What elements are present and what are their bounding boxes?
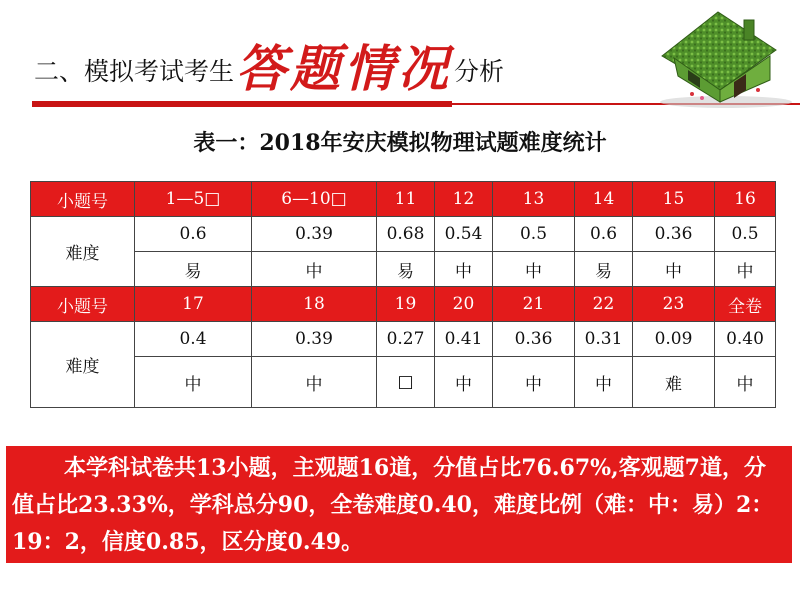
title-suffix: 分析 <box>454 57 505 86</box>
difficulty-level: 中 <box>493 252 575 287</box>
question-number: 13 <box>493 182 575 217</box>
question-number: 20 <box>435 287 493 322</box>
summary-box <box>6 446 792 563</box>
difficulty-level-row-2 <box>31 357 776 408</box>
table-header-row-1 <box>31 182 776 217</box>
difficulty-level: 中 <box>435 357 493 408</box>
difficulty-value: 0.6 <box>135 217 252 252</box>
difficulty-level: 中 <box>252 252 377 287</box>
question-number: 21 <box>493 287 575 322</box>
question-number: 17 <box>135 287 252 322</box>
difficulty-table <box>30 181 776 408</box>
difficulty-level: 中 <box>435 252 493 287</box>
difficulty-level: 难 <box>633 357 715 408</box>
difficulty-level: 中 <box>575 357 633 408</box>
difficulty-level: 中 <box>633 252 715 287</box>
title-underline-thick <box>32 101 452 107</box>
difficulty-value: 0.4 <box>135 322 252 357</box>
title-highlight: 答题情况 <box>236 39 453 98</box>
difficulty-level: 中 <box>715 252 776 287</box>
question-number: 18 <box>252 287 377 322</box>
difficulty-value: 0.41 <box>435 322 493 357</box>
difficulty-value: 0.39 <box>252 322 377 357</box>
table-header-row-2 <box>31 287 776 322</box>
difficulty-value-row-2 <box>31 322 776 357</box>
difficulty-value: 0.27 <box>377 322 435 357</box>
difficulty-value: 0.31 <box>575 322 633 357</box>
title-prefix: 二、模拟考试考生 <box>34 57 235 86</box>
difficulty-value: 0.5 <box>493 217 575 252</box>
difficulty-level: 易 <box>377 252 435 287</box>
difficulty-label: 难度 <box>31 217 135 287</box>
difficulty-value: 0.36 <box>633 217 715 252</box>
difficulty-level-row-1 <box>31 252 776 287</box>
question-number: 1—5□ <box>135 182 252 217</box>
question-number: 6—10□ <box>252 182 377 217</box>
difficulty-value: 0.6 <box>575 217 633 252</box>
question-number: 22 <box>575 287 633 322</box>
question-number: 14 <box>575 182 633 217</box>
question-number: 16 <box>715 182 776 217</box>
difficulty-level: 易 <box>575 252 633 287</box>
summary-text: 本学科试卷共13小题，主观题16道，分值占比76.67%,客观题7道，分值占比23.33%，学科总分90，全卷难度0.40，难度比例（难：中：易）2：19：2，信度0.85，区分度0.49。 <box>12 455 774 555</box>
question-number: 19 <box>377 287 435 322</box>
page-title <box>34 28 504 98</box>
difficulty-value: 0.54 <box>435 217 493 252</box>
question-number: 23 <box>633 287 715 322</box>
question-number: 15 <box>633 182 715 217</box>
difficulty-level: 易 <box>135 252 252 287</box>
difficulty-value: 0.39 <box>252 217 377 252</box>
difficulty-level: 中 <box>135 357 252 408</box>
difficulty-label: 难度 <box>31 322 135 408</box>
difficulty-value: 0.40 <box>715 322 776 357</box>
header-label: 小题号 <box>31 287 135 322</box>
difficulty-level: 中 <box>252 357 377 408</box>
header-label: 小题号 <box>31 182 135 217</box>
question-number: 11 <box>377 182 435 217</box>
difficulty-level: 中 <box>493 357 575 408</box>
table-title: 表一：2018年安庆模拟物理试题难度统计 <box>193 130 607 156</box>
difficulty-value: 0.36 <box>493 322 575 357</box>
grass-house-icon <box>648 4 794 108</box>
difficulty-value: 0.09 <box>633 322 715 357</box>
difficulty-value: 0.68 <box>377 217 435 252</box>
difficulty-value-row-1 <box>31 217 776 252</box>
question-number: 全卷 <box>715 287 776 322</box>
difficulty-level: 中 <box>715 357 776 408</box>
question-number: 12 <box>435 182 493 217</box>
difficulty-level: □ <box>377 357 435 408</box>
difficulty-value: 0.5 <box>715 217 776 252</box>
